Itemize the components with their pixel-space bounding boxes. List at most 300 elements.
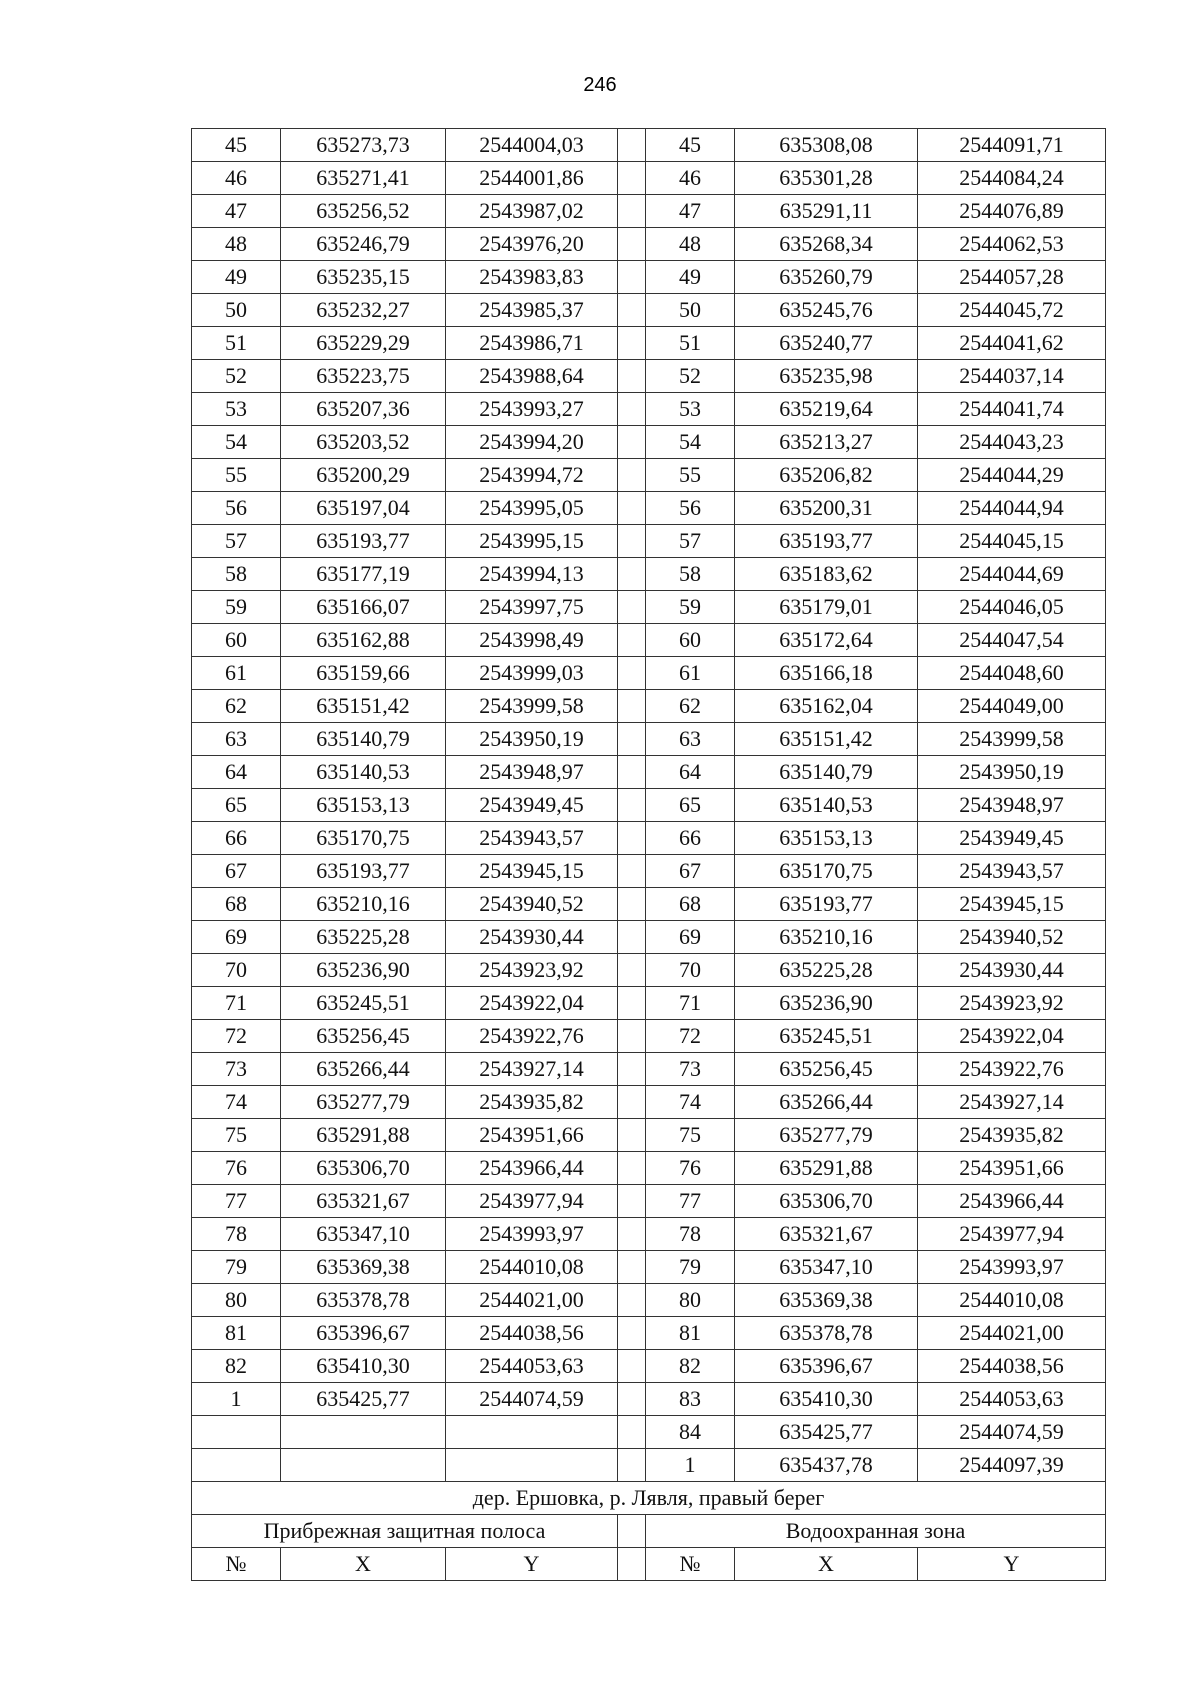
left-y-value: 2543994,72 [446,459,618,492]
right-y-value: 2544045,72 [918,294,1106,327]
table-row [192,525,1106,558]
right-y-value: 2543948,97 [918,789,1106,822]
right-header-num: № [646,1548,735,1581]
coordinates-table [191,128,1106,1581]
right-y-value: 2544045,15 [918,525,1106,558]
table-row [192,459,1106,492]
left-point-number: 66 [192,822,281,855]
gap-cell [618,426,646,459]
left-x-value: 635277,79 [281,1086,446,1119]
right-x-value: 635396,67 [735,1350,918,1383]
table-row [192,723,1106,756]
left-y-value: 2543995,15 [446,525,618,558]
right-x-value: 635245,76 [735,294,918,327]
left-point-number: 47 [192,195,281,228]
table-row [192,1383,1106,1416]
left-x-value: 635321,67 [281,1185,446,1218]
table-row [192,162,1106,195]
left-y-value: 2544021,00 [446,1284,618,1317]
left-x-value: 635170,75 [281,822,446,855]
right-point-number: 46 [646,162,735,195]
right-point-number: 73 [646,1053,735,1086]
table-row [192,954,1106,987]
left-point-number: 60 [192,624,281,657]
left-x-value: 635177,19 [281,558,446,591]
right-y-value: 2543951,66 [918,1152,1106,1185]
right-point-number: 69 [646,921,735,954]
left-x-value: 635193,77 [281,525,446,558]
right-x-value: 635306,70 [735,1185,918,1218]
gap-cell [618,921,646,954]
gap-cell [618,1548,646,1581]
right-x-value: 635347,10 [735,1251,918,1284]
gap-cell [618,855,646,888]
left-x-value: 635140,79 [281,723,446,756]
gap-cell [618,360,646,393]
gap-cell [618,690,646,723]
gap-cell [618,624,646,657]
right-y-value: 2543935,82 [918,1119,1106,1152]
gap-cell [618,162,646,195]
left-x-value: 635245,51 [281,987,446,1020]
left-x-value: 635236,90 [281,954,446,987]
gap-cell [618,1119,646,1152]
table-row [192,789,1106,822]
left-x-value: 635396,67 [281,1317,446,1350]
group-header-row [192,1515,1106,1548]
left-x-value: 635159,66 [281,657,446,690]
gap-cell [618,1218,646,1251]
right-x-value: 635301,28 [735,162,918,195]
right-x-value: 635410,30 [735,1383,918,1416]
right-x-value: 635151,42 [735,723,918,756]
left-x-value: 635162,88 [281,624,446,657]
table-row [192,327,1106,360]
left-x-value: 635232,27 [281,294,446,327]
left-y-value: 2544001,86 [446,162,618,195]
left-y-value: 2543922,04 [446,987,618,1020]
left-point-number: 74 [192,1086,281,1119]
right-x-value: 635256,45 [735,1053,918,1086]
table-row [192,921,1106,954]
right-y-value: 2544044,29 [918,459,1106,492]
left-y-value: 2543997,75 [446,591,618,624]
left-y-value: 2544074,59 [446,1383,618,1416]
right-y-value: 2544076,89 [918,195,1106,228]
left-point-number [192,1449,281,1482]
gap-cell [618,954,646,987]
right-y-value: 2544046,05 [918,591,1106,624]
right-point-number: 48 [646,228,735,261]
left-point-number: 53 [192,393,281,426]
table-row [192,129,1106,162]
left-y-value [446,1416,618,1449]
right-y-value: 2543927,14 [918,1086,1106,1119]
gap-cell [618,723,646,756]
left-x-value: 635256,52 [281,195,446,228]
table-row [192,426,1106,459]
left-y-value: 2543922,76 [446,1020,618,1053]
gap-cell [618,1350,646,1383]
right-point-number: 61 [646,657,735,690]
left-y-value: 2543935,82 [446,1086,618,1119]
left-y-value: 2543994,20 [446,426,618,459]
table-row [192,1020,1106,1053]
right-y-value: 2544084,24 [918,162,1106,195]
left-y-value: 2543943,57 [446,822,618,855]
left-point-number: 73 [192,1053,281,1086]
gap-cell [618,228,646,261]
gap-cell [618,756,646,789]
left-group-title: Прибрежная защитная полоса [192,1515,618,1548]
table-row [192,822,1106,855]
right-y-value: 2544091,71 [918,129,1106,162]
left-point-number: 71 [192,987,281,1020]
left-point-number: 79 [192,1251,281,1284]
left-point-number: 70 [192,954,281,987]
gap-cell [618,888,646,921]
right-y-value: 2543940,52 [918,921,1106,954]
right-x-value: 635200,31 [735,492,918,525]
left-x-value: 635200,29 [281,459,446,492]
left-point-number: 63 [192,723,281,756]
right-y-value: 2544010,08 [918,1284,1106,1317]
left-x-value: 635291,88 [281,1119,446,1152]
right-y-value: 2543950,19 [918,756,1106,789]
gap-cell [618,822,646,855]
right-y-value: 2544043,23 [918,426,1106,459]
right-x-value: 635206,82 [735,459,918,492]
gap-cell [618,1383,646,1416]
table-row [192,1053,1106,1086]
right-point-number: 64 [646,756,735,789]
table-row [192,294,1106,327]
left-point-number: 77 [192,1185,281,1218]
table-row [192,492,1106,525]
left-x-value: 635207,36 [281,393,446,426]
right-point-number: 65 [646,789,735,822]
right-point-number: 70 [646,954,735,987]
gap-cell [618,1185,646,1218]
right-point-number: 60 [646,624,735,657]
right-point-number: 54 [646,426,735,459]
gap-cell [618,1086,646,1119]
left-point-number: 76 [192,1152,281,1185]
gap-cell [618,558,646,591]
right-y-value: 2544049,00 [918,690,1106,723]
right-x-value: 635369,38 [735,1284,918,1317]
section-title-row [192,1482,1106,1515]
left-y-value: 2544004,03 [446,129,618,162]
left-x-value: 635229,29 [281,327,446,360]
gap-cell [618,987,646,1020]
left-header-y: Y [446,1548,618,1581]
table-row [192,1152,1106,1185]
left-y-value: 2543993,97 [446,1218,618,1251]
right-x-value: 635260,79 [735,261,918,294]
left-x-value: 635273,73 [281,129,446,162]
right-x-value: 635321,67 [735,1218,918,1251]
right-y-value: 2544057,28 [918,261,1106,294]
left-x-value: 635266,44 [281,1053,446,1086]
right-y-value: 2543923,92 [918,987,1106,1020]
gap-cell [618,327,646,360]
right-x-value: 635219,64 [735,393,918,426]
right-x-value: 635236,90 [735,987,918,1020]
right-point-number: 56 [646,492,735,525]
right-x-value: 635277,79 [735,1119,918,1152]
right-y-value: 2544097,39 [918,1449,1106,1482]
right-point-number: 58 [646,558,735,591]
gap-cell [618,459,646,492]
left-y-value: 2543998,49 [446,624,618,657]
right-point-number: 75 [646,1119,735,1152]
gap-cell [618,195,646,228]
table-row [192,591,1106,624]
left-header-x: X [281,1548,446,1581]
right-point-number: 81 [646,1317,735,1350]
right-y-value: 2544038,56 [918,1350,1106,1383]
table-row [192,1449,1106,1482]
right-point-number: 78 [646,1218,735,1251]
gap-cell [618,1416,646,1449]
right-y-value: 2544037,14 [918,360,1106,393]
table-row [192,360,1106,393]
table-row [192,987,1106,1020]
left-y-value: 2543923,92 [446,954,618,987]
gap-cell [618,1053,646,1086]
left-y-value: 2543988,64 [446,360,618,393]
right-point-number: 80 [646,1284,735,1317]
left-point-number: 57 [192,525,281,558]
right-y-value: 2544021,00 [918,1317,1106,1350]
left-point-number [192,1416,281,1449]
table-row [192,228,1106,261]
left-point-number: 68 [192,888,281,921]
right-x-value: 635268,34 [735,228,918,261]
right-group-title: Водоохранная зона [646,1515,1106,1548]
right-y-value: 2543993,97 [918,1251,1106,1284]
table-row [192,1317,1106,1350]
right-x-value: 635172,64 [735,624,918,657]
table-row [192,558,1106,591]
left-y-value: 2543940,52 [446,888,618,921]
right-y-value: 2543943,57 [918,855,1106,888]
gap-cell [618,591,646,624]
right-point-number: 62 [646,690,735,723]
right-x-value: 635308,08 [735,129,918,162]
right-point-number: 63 [646,723,735,756]
right-x-value: 635183,62 [735,558,918,591]
right-x-value: 635235,98 [735,360,918,393]
page-number: 246 [583,74,617,96]
left-x-value: 635306,70 [281,1152,446,1185]
right-x-value: 635437,78 [735,1449,918,1482]
table-row [192,624,1106,657]
right-point-number: 71 [646,987,735,1020]
right-point-number: 50 [646,294,735,327]
right-x-value: 635291,88 [735,1152,918,1185]
gap-cell [618,1449,646,1482]
left-y-value: 2543977,94 [446,1185,618,1218]
left-point-number: 82 [192,1350,281,1383]
left-x-value: 635203,52 [281,426,446,459]
left-point-number: 81 [192,1317,281,1350]
table-row [192,1218,1106,1251]
left-x-value: 635369,38 [281,1251,446,1284]
right-y-value: 2544074,59 [918,1416,1106,1449]
right-x-value: 635425,77 [735,1416,918,1449]
left-x-value: 635223,75 [281,360,446,393]
right-y-value: 2543949,45 [918,822,1106,855]
left-x-value: 635197,04 [281,492,446,525]
left-point-number: 51 [192,327,281,360]
right-y-value: 2543930,44 [918,954,1106,987]
right-header-x: X [735,1548,918,1581]
right-point-number: 77 [646,1185,735,1218]
right-x-value: 635240,77 [735,327,918,360]
table-row [192,1284,1106,1317]
left-y-value: 2544010,08 [446,1251,618,1284]
table-row [192,888,1106,921]
gap-cell [618,789,646,822]
gap-cell [618,492,646,525]
right-y-value: 2544053,63 [918,1383,1106,1416]
left-y-value: 2543987,02 [446,195,618,228]
table-row [192,1185,1106,1218]
gap-cell [618,1284,646,1317]
left-point-number: 65 [192,789,281,822]
gap-cell [618,1152,646,1185]
right-y-value: 2544041,74 [918,393,1106,426]
right-point-number: 74 [646,1086,735,1119]
left-y-value: 2543976,20 [446,228,618,261]
left-x-value: 635235,15 [281,261,446,294]
left-y-value: 2543985,37 [446,294,618,327]
table-row [192,261,1106,294]
left-point-number: 67 [192,855,281,888]
column-header-row [192,1548,1106,1581]
left-x-value: 635256,45 [281,1020,446,1053]
left-x-value: 635140,53 [281,756,446,789]
left-point-number: 52 [192,360,281,393]
left-x-value: 635425,77 [281,1383,446,1416]
left-header-num: № [192,1548,281,1581]
left-x-value: 635193,77 [281,855,446,888]
right-point-number: 49 [646,261,735,294]
right-y-value: 2543977,94 [918,1218,1106,1251]
gap-cell [618,1020,646,1053]
left-point-number: 59 [192,591,281,624]
right-x-value: 635225,28 [735,954,918,987]
left-x-value [281,1416,446,1449]
table-row [192,195,1106,228]
right-y-value: 2544044,69 [918,558,1106,591]
right-y-value: 2543922,04 [918,1020,1106,1053]
table-row [192,1350,1106,1383]
left-y-value: 2543986,71 [446,327,618,360]
left-x-value: 635246,79 [281,228,446,261]
left-point-number: 78 [192,1218,281,1251]
left-y-value: 2543930,44 [446,921,618,954]
table-row [192,690,1106,723]
gap-cell [618,1515,646,1548]
left-point-number: 64 [192,756,281,789]
left-x-value: 635153,13 [281,789,446,822]
right-header-y: Y [918,1548,1106,1581]
right-x-value: 635245,51 [735,1020,918,1053]
right-point-number: 82 [646,1350,735,1383]
left-y-value: 2543999,58 [446,690,618,723]
left-y-value: 2543927,14 [446,1053,618,1086]
right-x-value: 635210,16 [735,921,918,954]
right-point-number: 53 [646,393,735,426]
right-y-value: 2543922,76 [918,1053,1106,1086]
right-y-value: 2544041,62 [918,327,1106,360]
right-point-number: 59 [646,591,735,624]
table-row [192,855,1106,888]
section-title: дер. Ершовка, р. Лявля, правый берег [192,1482,1106,1515]
left-y-value: 2543950,19 [446,723,618,756]
right-y-value: 2544047,54 [918,624,1106,657]
right-point-number: 47 [646,195,735,228]
left-point-number: 48 [192,228,281,261]
right-x-value: 635162,04 [735,690,918,723]
right-point-number: 76 [646,1152,735,1185]
left-point-number: 69 [192,921,281,954]
right-point-number: 66 [646,822,735,855]
right-y-value: 2544048,60 [918,657,1106,690]
right-x-value: 635266,44 [735,1086,918,1119]
right-point-number: 55 [646,459,735,492]
table-row [192,1251,1106,1284]
left-x-value: 635151,42 [281,690,446,723]
table-row [192,1416,1106,1449]
right-x-value: 635140,79 [735,756,918,789]
right-y-value: 2544044,94 [918,492,1106,525]
left-y-value [446,1449,618,1482]
left-y-value: 2543983,83 [446,261,618,294]
right-point-number: 84 [646,1416,735,1449]
left-y-value: 2543949,45 [446,789,618,822]
left-y-value: 2543948,97 [446,756,618,789]
left-y-value: 2544038,56 [446,1317,618,1350]
right-x-value: 635140,53 [735,789,918,822]
right-x-value: 635153,13 [735,822,918,855]
left-x-value: 635410,30 [281,1350,446,1383]
left-point-number: 75 [192,1119,281,1152]
left-y-value: 2544053,63 [446,1350,618,1383]
right-x-value: 635213,27 [735,426,918,459]
right-point-number: 72 [646,1020,735,1053]
gap-cell [618,657,646,690]
right-point-number: 79 [646,1251,735,1284]
right-x-value: 635291,11 [735,195,918,228]
left-point-number: 50 [192,294,281,327]
left-point-number: 46 [192,162,281,195]
right-y-value: 2543945,15 [918,888,1106,921]
right-point-number: 52 [646,360,735,393]
left-x-value: 635271,41 [281,162,446,195]
left-point-number: 1 [192,1383,281,1416]
left-x-value: 635378,78 [281,1284,446,1317]
gap-cell [618,294,646,327]
left-point-number: 80 [192,1284,281,1317]
left-x-value [281,1449,446,1482]
right-x-value: 635193,77 [735,525,918,558]
left-point-number: 45 [192,129,281,162]
table-row [192,657,1106,690]
